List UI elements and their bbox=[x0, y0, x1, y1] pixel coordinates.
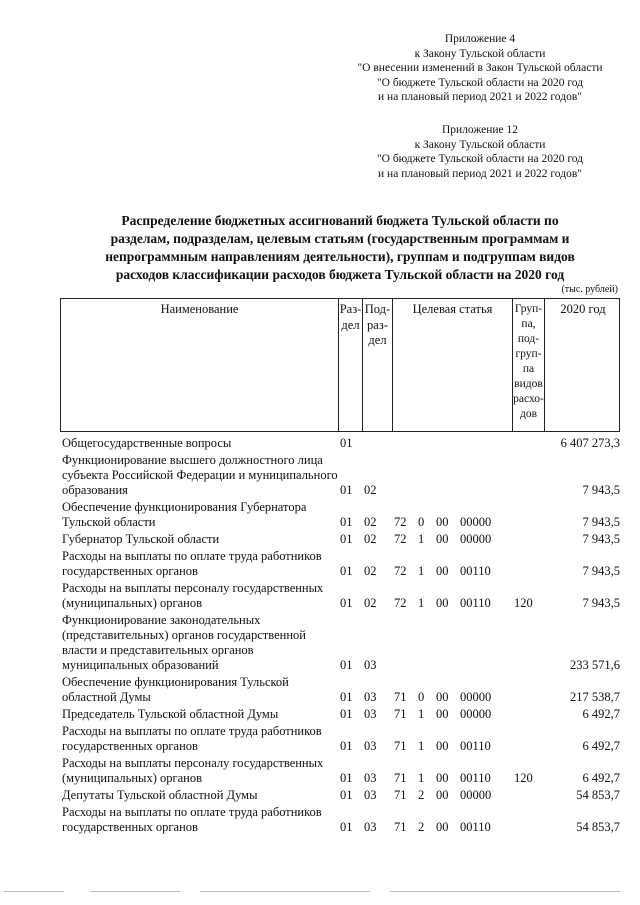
appendix-4-line: к Закону Тульской области bbox=[414, 47, 546, 60]
row-amount: 233 571,6 bbox=[570, 658, 620, 672]
row-target-subprogram: 0 bbox=[418, 690, 425, 704]
row-expense-group: 120 bbox=[514, 771, 533, 785]
row-razdel: 01 bbox=[340, 532, 353, 546]
row-target-main: 00 bbox=[436, 788, 449, 802]
row-podrazdel: 02 bbox=[364, 596, 377, 610]
title-line: расходов классификации расходов бюджета Тульской области на 2020 год bbox=[115, 267, 565, 282]
appendix-4-line: "О бюджете Тульской области на 2020 год bbox=[376, 76, 584, 89]
row-target-direction: 00000 bbox=[460, 532, 492, 546]
appendix-4-line: и на плановый период 2021 и 2022 годов" bbox=[378, 91, 582, 103]
table-body bbox=[60, 436, 620, 837]
table-row bbox=[60, 724, 620, 754]
row-target-program: 71 bbox=[394, 820, 407, 834]
row-target-main: 00 bbox=[436, 515, 449, 529]
row-name: Расходы на выплаты по оплате труда работников государственных органов bbox=[62, 805, 322, 834]
header-year: 2020 год bbox=[560, 302, 606, 316]
row-podrazdel: 03 bbox=[364, 771, 377, 785]
title-line: Распределение бюджетных ассигнований бюджета Тульской области по bbox=[121, 213, 559, 228]
table-row bbox=[60, 675, 620, 705]
row-target-direction: 00000 bbox=[460, 788, 492, 802]
row-target-program: 72 bbox=[394, 564, 407, 578]
row-target-main: 00 bbox=[436, 690, 449, 704]
row-razdel: 01 bbox=[340, 690, 353, 704]
table-header bbox=[60, 298, 620, 432]
row-target-subprogram: 2 bbox=[418, 788, 425, 802]
appendix-12-line: к Закону Тульской области bbox=[414, 138, 546, 151]
scan-artifact bbox=[4, 891, 64, 892]
table-row bbox=[60, 549, 620, 579]
row-target-subprogram: 1 bbox=[418, 596, 425, 610]
table-row bbox=[60, 788, 620, 803]
row-target-program: 71 bbox=[394, 707, 407, 721]
row-target-subprogram: 1 bbox=[418, 564, 425, 578]
row-podrazdel: 02 bbox=[364, 564, 377, 578]
table-row bbox=[60, 500, 620, 530]
row-amount: 54 853,7 bbox=[576, 788, 620, 802]
row-name: Обеспечение функционирования Губернатора Тульской области bbox=[62, 500, 307, 529]
row-amount: 54 853,7 bbox=[576, 820, 620, 834]
row-razdel: 01 bbox=[340, 515, 353, 529]
appendix-12-line: "О бюджете Тульской области на 2020 год bbox=[376, 153, 584, 165]
row-amount: 6 492,7 bbox=[582, 739, 620, 753]
row-target-subprogram: 1 bbox=[418, 532, 425, 546]
header-expense-group: Груп- па, под- груп- па видов расхо- дов bbox=[513, 299, 545, 431]
row-amount: 7 943,5 bbox=[582, 596, 620, 610]
row-target-direction: 00000 bbox=[460, 690, 492, 704]
row-razdel: 01 bbox=[340, 820, 353, 834]
row-expense-group: 120 bbox=[514, 596, 533, 610]
table-row bbox=[60, 707, 620, 722]
title-line: непрограммным направлениям деятельности), группам и подгруппам видов bbox=[105, 249, 575, 264]
row-razdel: 01 bbox=[340, 707, 353, 721]
table-row bbox=[60, 756, 620, 786]
row-amount: 7 943,5 bbox=[582, 515, 620, 529]
row-target-subprogram: 1 bbox=[418, 771, 425, 785]
header-name: Наименование bbox=[61, 299, 339, 431]
appendix-12-block bbox=[340, 123, 620, 181]
appendix-4-line: Приложение 4 bbox=[444, 33, 516, 45]
scan-artifact bbox=[200, 891, 370, 892]
row-razdel: 01 bbox=[340, 771, 353, 785]
row-name: Председатель Тульской областной Думы bbox=[62, 707, 279, 721]
row-target-program: 71 bbox=[394, 788, 407, 802]
table-row bbox=[60, 581, 620, 611]
appendix-12-line: Приложение 12 bbox=[441, 124, 519, 136]
title-line: разделам, подразделам, целевым статьям (государственным программам и bbox=[110, 231, 570, 246]
row-podrazdel: 03 bbox=[364, 739, 377, 753]
row-name: Расходы на выплаты по оплате труда работников государственных органов bbox=[62, 549, 322, 578]
row-name: Общегосударственные вопросы bbox=[62, 436, 232, 450]
header-target-article: Целевая статья bbox=[393, 299, 513, 431]
table-row bbox=[60, 532, 620, 547]
appendix-12-line: и на плановый период 2021 и 2022 годов" bbox=[378, 167, 582, 180]
row-target-program: 71 bbox=[394, 771, 407, 785]
row-name: Губернатор Тульской области bbox=[62, 532, 220, 546]
row-amount: 217 538,7 bbox=[570, 690, 620, 704]
row-target-program: 72 bbox=[394, 532, 407, 546]
row-target-direction: 00110 bbox=[460, 564, 491, 578]
table-row bbox=[60, 436, 620, 451]
row-target-program: 72 bbox=[394, 515, 407, 529]
row-podrazdel: 03 bbox=[364, 707, 377, 721]
row-amount: 6 492,7 bbox=[582, 707, 620, 721]
row-target-direction: 00110 bbox=[460, 596, 491, 610]
appendix-4-block bbox=[340, 32, 620, 105]
table-row bbox=[60, 453, 620, 498]
row-target-main: 00 bbox=[436, 596, 449, 610]
row-target-main: 00 bbox=[436, 564, 449, 578]
row-razdel: 01 bbox=[340, 658, 353, 672]
row-podrazdel: 03 bbox=[364, 658, 377, 672]
row-razdel: 01 bbox=[340, 788, 353, 802]
row-target-subprogram: 2 bbox=[418, 820, 425, 834]
row-podrazdel: 03 bbox=[364, 690, 377, 704]
row-target-main: 00 bbox=[436, 771, 449, 785]
row-amount: 6 492,7 bbox=[582, 771, 620, 785]
row-name: Расходы на выплаты по оплате труда работников государственных органов bbox=[62, 724, 322, 753]
row-target-subprogram: 1 bbox=[418, 707, 425, 721]
row-podrazdel: 02 bbox=[364, 515, 377, 529]
row-razdel: 01 bbox=[340, 564, 353, 578]
document-title bbox=[62, 212, 618, 284]
row-target-main: 00 bbox=[436, 739, 449, 753]
row-target-program: 71 bbox=[394, 690, 407, 704]
row-amount: 7 943,5 bbox=[582, 483, 620, 497]
row-podrazdel: 03 bbox=[364, 788, 377, 802]
row-name: Обеспечение функционирования Тульской областной Думы bbox=[62, 675, 289, 704]
table-row bbox=[60, 613, 620, 673]
row-amount: 6 407 273,3 bbox=[560, 436, 620, 450]
row-amount: 7 943,5 bbox=[582, 532, 620, 546]
row-podrazdel: 02 bbox=[364, 483, 377, 497]
row-name: Функционирование законодательных (представительных) органов государственной власти и представительных органов муниципальных образований bbox=[62, 613, 306, 672]
row-name: Расходы на выплаты персоналу государственных (муниципальных) органов bbox=[62, 756, 324, 785]
row-amount: 7 943,5 bbox=[582, 564, 620, 578]
row-target-subprogram: 1 bbox=[418, 739, 425, 753]
row-name: Депутаты Тульской областной Думы bbox=[62, 788, 258, 802]
units-label: (тыс. рублей) bbox=[561, 284, 618, 295]
row-razdel: 01 bbox=[340, 436, 353, 450]
scan-artifact bbox=[390, 891, 620, 892]
appendix-4-line: "О внесении изменений в Закон Тульской области bbox=[357, 62, 603, 74]
scan-artifact bbox=[90, 891, 180, 892]
row-razdel: 01 bbox=[340, 596, 353, 610]
row-target-program: 71 bbox=[394, 739, 407, 753]
header-podrazdel: Под- раз- дел bbox=[363, 299, 393, 431]
row-target-direction: 00110 bbox=[460, 771, 491, 785]
row-target-direction: 00000 bbox=[460, 515, 492, 529]
row-name: Функционирование высшего должностного лица субъекта Российской Федерации и муниципального образования bbox=[62, 453, 338, 497]
header-razdel: Раз- дел bbox=[339, 299, 363, 431]
row-target-direction: 00110 bbox=[460, 820, 491, 834]
row-target-program: 72 bbox=[394, 596, 407, 610]
row-podrazdel: 02 bbox=[364, 532, 377, 546]
row-target-main: 00 bbox=[436, 707, 449, 721]
row-target-direction: 00110 bbox=[460, 739, 491, 753]
row-target-main: 00 bbox=[436, 820, 449, 834]
row-razdel: 01 bbox=[340, 739, 353, 753]
table-row bbox=[60, 805, 620, 835]
row-name: Расходы на выплаты персоналу государственных (муниципальных) органов bbox=[62, 581, 324, 610]
row-target-subprogram: 0 bbox=[418, 515, 425, 529]
row-target-direction: 00000 bbox=[460, 707, 492, 721]
row-target-main: 00 bbox=[436, 532, 449, 546]
row-razdel: 01 bbox=[340, 483, 353, 497]
row-podrazdel: 03 bbox=[364, 820, 377, 834]
